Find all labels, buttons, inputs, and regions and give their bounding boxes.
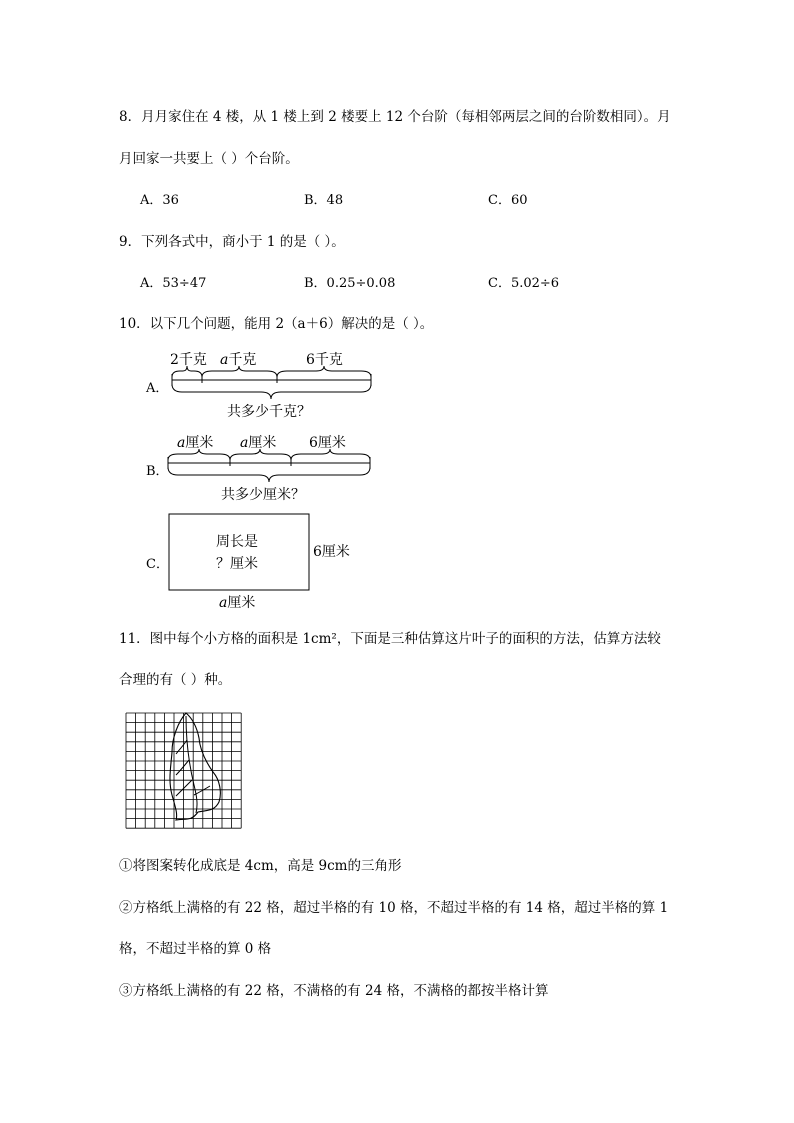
q8-line2: 月回家一共要上（ ）个台阶。 (119, 151, 299, 167)
q11-method-3: ③方格纸上满格的有 22 格，不满格的有 24 格，不满格的都按半格计算 (119, 983, 549, 999)
q10-option-a-letter: A． (146, 381, 169, 396)
q9-line1: 9．下列各式中，商小于 1 的是（ ）。 (119, 234, 345, 250)
q10-b-question: 共多少厘米？ (221, 487, 305, 503)
q8-line1: 8．月月家住在 4 楼，从 1 楼上到 2 楼要上 12 个台阶（每相邻两层之间的台阶数相同）。月 (119, 109, 671, 125)
q10-a-label-3: 6千克 (306, 352, 343, 368)
q10-a-question: 共多少千克？ (227, 404, 311, 420)
q10-option-b-letter: B． (146, 464, 169, 479)
q10-c-inner-1: 周长是 (216, 534, 258, 550)
q11-method-1: ①将图案转化成底是 4cm，高是 9cm的三角形 (119, 858, 402, 874)
q11-line2: 合理的有（ ）种。 (119, 672, 232, 688)
q8-option-c: C．60 (488, 193, 528, 208)
q10-a-label-2: a千克 (220, 352, 257, 368)
q9-option-a: A．53÷47 (140, 276, 207, 291)
q10-a-label-1: 2千克 (170, 352, 207, 368)
q9-option-c: C．5.02÷6 (488, 276, 560, 291)
leaf-vein (186, 716, 197, 813)
q11-method-2-line2: 格，不超过半格的算 0 格 (119, 941, 272, 957)
q10-option-c-letter: C． (146, 557, 169, 572)
q10-line1: 10．以下几个问题，能用 2（a＋6）解决的是（ ）。 (119, 316, 434, 332)
q10-c-side-label: 6厘米 (313, 544, 350, 560)
q11-line1: 11．图中每个小方格的面积是 1cm²，下面是三种估算这片叶子的面积的方法，估算方法较 (119, 631, 661, 647)
q11-method-2-line1: ②方格纸上满格的有 22 格，超过半格的有 10 格，不超过半格的有 14 格，超过半格的算 1 (119, 900, 669, 916)
q10-b-label-1: a厘米 (177, 435, 214, 451)
q8-option-a: A．36 (140, 193, 179, 208)
q10-b-label-2: a厘米 (240, 435, 277, 451)
q9-option-b: B．0.25÷0.08 (304, 276, 396, 291)
q10-c-inner-2: ？厘米 (216, 556, 258, 572)
square-grid (126, 713, 241, 828)
q8-option-b: B．48 (304, 193, 344, 208)
q10-c-bottom-label: a厘米 (219, 595, 256, 611)
q10-b-label-3: 6厘米 (309, 435, 346, 451)
